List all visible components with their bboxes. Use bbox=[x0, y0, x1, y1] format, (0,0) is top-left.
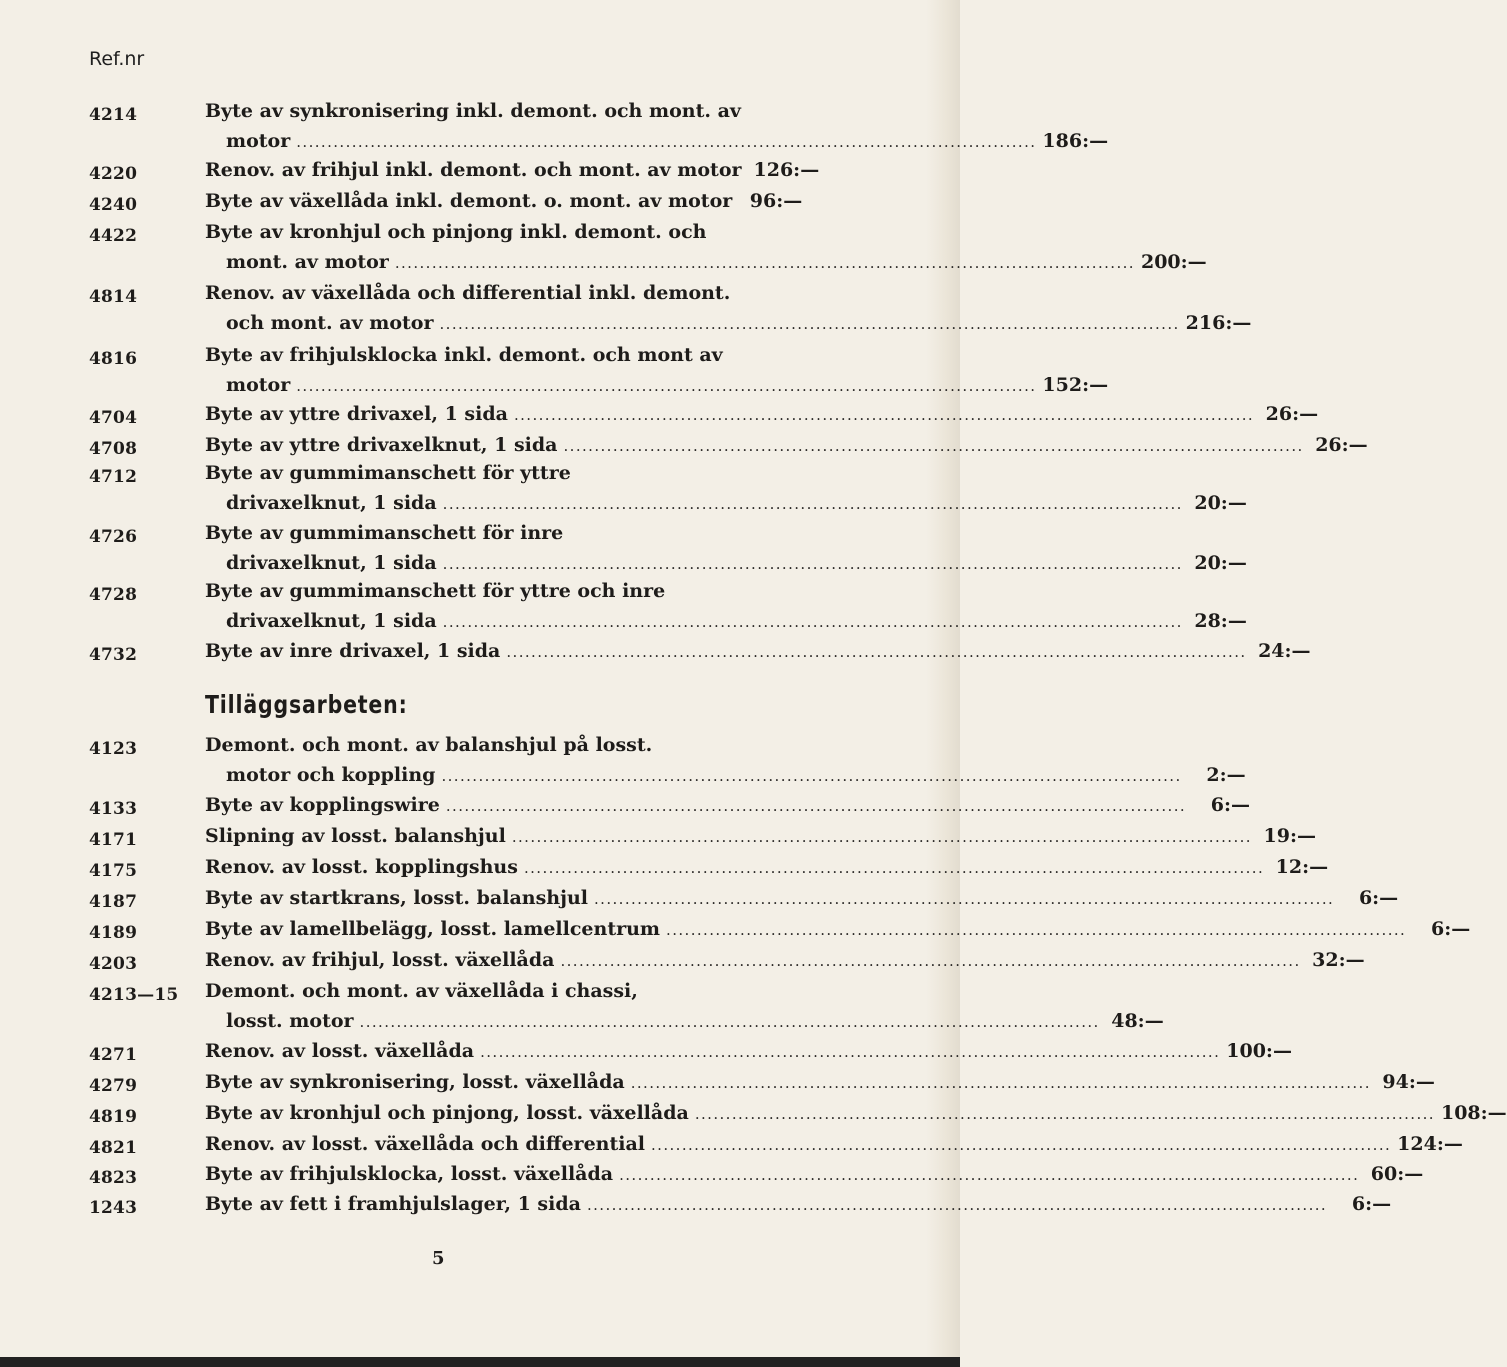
dot-leader: ........................................................................................................................ bbox=[511, 828, 1252, 846]
dot-leader: ........................................................................................................................ bbox=[506, 643, 1247, 661]
price: 12:— bbox=[1275, 856, 1329, 878]
price: 216:— bbox=[1185, 312, 1252, 334]
price: 124:— bbox=[1397, 1133, 1463, 1155]
ref-number: 4704 bbox=[89, 408, 138, 428]
entry-row bbox=[205, 159, 820, 187]
dot-leader: ........................................................................................................................ bbox=[694, 1105, 1435, 1123]
ref-number: 4213—15 bbox=[89, 985, 179, 1005]
ref-number: 4123 bbox=[89, 739, 138, 759]
entry-description: Byte av yttre drivaxelknut, 1 sida bbox=[205, 434, 558, 456]
entry-description: och mont. av motor bbox=[226, 312, 434, 334]
ref-number: 4819 bbox=[89, 1107, 138, 1127]
entry-row bbox=[205, 1163, 1424, 1191]
price: 19:— bbox=[1263, 825, 1316, 847]
dot-leader: ........................................................................................................................ bbox=[442, 495, 1183, 513]
dot-leader: ........................................................................................................................ bbox=[666, 921, 1407, 939]
scan-border bbox=[0, 1357, 960, 1367]
ref-number: 4240 bbox=[89, 195, 138, 215]
entry-row bbox=[205, 640, 1311, 668]
entry-description-line: Byte av gummimanschett för inre bbox=[205, 522, 564, 544]
price: 26:— bbox=[1265, 403, 1319, 425]
entry-description: Byte av fett i framhjulslager, 1 sida bbox=[205, 1193, 581, 1215]
dot-leader: ........................................................................................................................ bbox=[296, 377, 1037, 395]
entry-description: losst. motor bbox=[226, 1010, 354, 1032]
entry-row bbox=[226, 312, 1252, 340]
dot-leader: ........................................................................................................................ bbox=[442, 555, 1183, 573]
entry-description: Byte av inre drivaxel, 1 sida bbox=[205, 640, 501, 662]
ref-number: 1243 bbox=[89, 1198, 138, 1218]
ref-number: 4220 bbox=[89, 164, 138, 184]
ref-number: 4271 bbox=[89, 1045, 138, 1065]
ref-number: 4726 bbox=[89, 527, 138, 547]
ref-number: 4171 bbox=[89, 830, 138, 850]
dot-leader: ........................................................................................................................ bbox=[442, 613, 1183, 631]
ref-number: 4203 bbox=[89, 954, 138, 974]
price: 126:— bbox=[753, 159, 820, 181]
price: 28:— bbox=[1194, 610, 1247, 632]
price: 100:— bbox=[1226, 1040, 1292, 1062]
price: 20:— bbox=[1194, 492, 1247, 514]
entry-row bbox=[226, 552, 1247, 580]
price: 32:— bbox=[1312, 949, 1365, 971]
entry-row bbox=[226, 130, 1109, 158]
entry-row bbox=[205, 434, 1368, 462]
price: 6:— bbox=[1210, 794, 1251, 816]
price: 108:— bbox=[1440, 1102, 1507, 1124]
entry-row bbox=[226, 374, 1109, 402]
dot-leader: ........................................................................................................................ bbox=[594, 890, 1335, 908]
entry-description-line: Demont. och mont. av balanshjul på losst. bbox=[205, 734, 653, 756]
entry-row bbox=[205, 918, 1471, 946]
entry-row bbox=[226, 610, 1247, 638]
ref-number: 4816 bbox=[89, 349, 138, 369]
price: 96:— bbox=[749, 190, 803, 212]
entry-description: drivaxelknut, 1 sida bbox=[226, 492, 437, 514]
price: 26:— bbox=[1315, 434, 1368, 456]
entry-description: Byte av växellåda inkl. demont. o. mont. av motor bbox=[205, 190, 733, 212]
ref-number: 4279 bbox=[89, 1076, 138, 1096]
entry-description: Renov. av frihjul inkl. demont. och mont. av motor bbox=[205, 159, 742, 181]
entry-row bbox=[205, 190, 803, 218]
entry-row bbox=[226, 492, 1247, 520]
entry-description: Byte av lamellbelägg, losst. lamellcentrum bbox=[205, 918, 661, 940]
dot-leader: ........................................................................................................................ bbox=[586, 1196, 1328, 1214]
dot-leader: ........................................................................................................................ bbox=[523, 859, 1265, 877]
entry-description-line: Demont. och mont. av växellåda i chassi, bbox=[205, 980, 638, 1002]
ref-number: 4821 bbox=[89, 1138, 138, 1158]
entry-description: Renov. av losst. växellåda och differential bbox=[205, 1133, 645, 1155]
price: 24:— bbox=[1258, 640, 1311, 662]
entry-description: Byte av kronhjul och pinjong, losst. växellåda bbox=[205, 1102, 689, 1124]
ref-number: 4728 bbox=[89, 585, 138, 605]
entry-row bbox=[205, 794, 1251, 822]
ref-number: 4214 bbox=[89, 105, 138, 125]
entry-description: Byte av startkrans, losst. balanshjul bbox=[205, 887, 588, 909]
dot-leader: ........................................................................................................................ bbox=[394, 254, 1135, 272]
ref-number: 4823 bbox=[89, 1168, 138, 1188]
entry-description: Slipning av losst. balanshjul bbox=[205, 825, 506, 847]
ref-number: 4175 bbox=[89, 861, 138, 881]
price: 60:— bbox=[1370, 1163, 1424, 1185]
entry-description-line: Byte av gummimanschett för yttre bbox=[205, 462, 571, 484]
dot-leader: ........................................................................................................................ bbox=[630, 1074, 1371, 1092]
entry-row bbox=[205, 825, 1316, 853]
ref-number: 4814 bbox=[89, 287, 138, 307]
entry-description: mont. av motor bbox=[226, 251, 389, 273]
entry-description: Byte av kopplingswire bbox=[205, 794, 440, 816]
dot-leader: ........................................................................................................................ bbox=[619, 1166, 1360, 1184]
ref-number: 4422 bbox=[89, 226, 138, 246]
entry-description: Renov. av frihjul, losst. växellåda bbox=[205, 949, 555, 971]
entry-description: drivaxelknut, 1 sida bbox=[226, 552, 437, 574]
section-title: Tilläggsarbeten: bbox=[205, 690, 408, 719]
dot-leader: ........................................................................................................................ bbox=[441, 767, 1182, 785]
entry-description-line: Renov. av växellåda och differential inkl. demont. bbox=[205, 282, 731, 304]
entry-description: motor bbox=[226, 374, 291, 396]
ref-number: 4189 bbox=[89, 923, 138, 943]
entry-description: Byte av yttre drivaxel, 1 sida bbox=[205, 403, 508, 425]
dot-leader: ........................................................................................................................ bbox=[560, 952, 1301, 970]
ref-number: 4708 bbox=[89, 439, 138, 459]
entry-row bbox=[205, 856, 1329, 884]
dot-leader: ........................................................................................................................ bbox=[296, 133, 1037, 151]
entry-row bbox=[205, 1133, 1463, 1161]
entry-row bbox=[205, 949, 1365, 977]
price: 186:— bbox=[1042, 130, 1109, 152]
price: 94:— bbox=[1382, 1071, 1435, 1093]
entry-description: Renov. av losst. växellåda bbox=[205, 1040, 475, 1062]
entry-description-line: Byte av kronhjul och pinjong inkl. demont. och bbox=[205, 221, 707, 243]
entry-description: drivaxelknut, 1 sida bbox=[226, 610, 437, 632]
entry-row bbox=[226, 1010, 1164, 1038]
entry-description-line: Byte av synkronisering inkl. demont. och mont. av bbox=[205, 100, 741, 122]
price: 152:— bbox=[1042, 374, 1109, 396]
entry-description-line: Byte av gummimanschett för yttre och inre bbox=[205, 580, 666, 602]
price: 200:— bbox=[1140, 251, 1207, 273]
entry-description: Byte av frihjulsklocka, losst. växellåda bbox=[205, 1163, 614, 1185]
dot-leader: ........................................................................................................................ bbox=[359, 1013, 1100, 1031]
dot-leader: ........................................................................................................................ bbox=[480, 1043, 1221, 1061]
dot-leader: ........................................................................................................................ bbox=[445, 797, 1187, 815]
dot-leader: ........................................................................................................................ bbox=[563, 437, 1304, 455]
page-edge-shadow bbox=[926, 0, 960, 1367]
dot-leader: ........................................................................................................................ bbox=[651, 1136, 1392, 1154]
entry-description: motor bbox=[226, 130, 291, 152]
entry-row bbox=[205, 1193, 1392, 1221]
price: 48:— bbox=[1111, 1010, 1164, 1032]
price: 6:— bbox=[1351, 1193, 1392, 1215]
price: 6:— bbox=[1358, 887, 1399, 909]
entry-description: Byte av synkronisering, losst. växellåda bbox=[205, 1071, 625, 1093]
entry-row bbox=[205, 1040, 1292, 1068]
ref-number: 4187 bbox=[89, 892, 138, 912]
price: 20:— bbox=[1194, 552, 1247, 574]
ref-number: 4712 bbox=[89, 467, 138, 487]
ref-number: 4133 bbox=[89, 799, 138, 819]
entry-row bbox=[205, 1071, 1435, 1099]
entry-row bbox=[226, 764, 1246, 792]
price: 6:— bbox=[1430, 918, 1471, 940]
entry-row bbox=[205, 403, 1319, 431]
ref-column-header: Ref.nr bbox=[89, 48, 145, 70]
entry-row bbox=[205, 887, 1399, 915]
entry-row bbox=[205, 1102, 1507, 1130]
price: 2:— bbox=[1206, 764, 1246, 786]
dot-leader: ........................................................................................................................ bbox=[439, 315, 1180, 333]
entry-description: motor och koppling bbox=[226, 764, 436, 786]
page-number: 5 bbox=[432, 1248, 445, 1269]
ref-number: 4732 bbox=[89, 645, 138, 665]
dot-leader: ........................................................................................................................ bbox=[513, 406, 1255, 424]
entry-description: Renov. av losst. kopplingshus bbox=[205, 856, 518, 878]
entry-description-line: Byte av frihjulsklocka inkl. demont. och mont av bbox=[205, 344, 723, 366]
entry-row bbox=[226, 251, 1207, 279]
